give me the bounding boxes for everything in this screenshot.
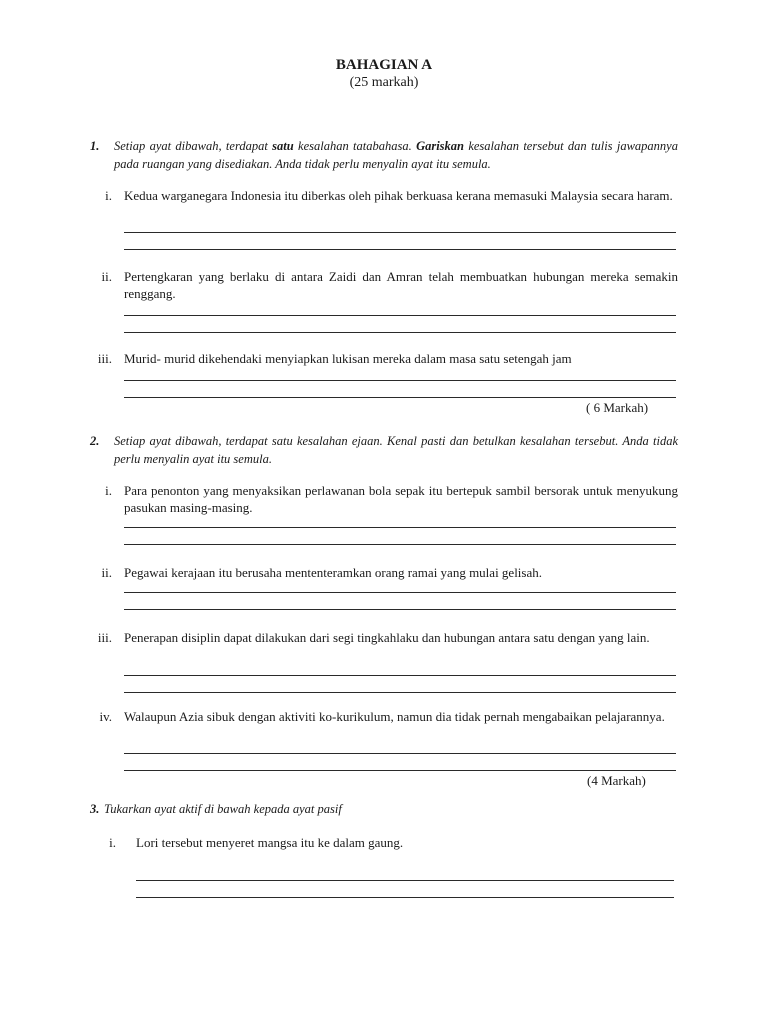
item-text: Para penonton yang menyaksikan perlawanan bola sepak itu bertepuk sambil bersorak untuk menyukung pasukan masing-masing.: [124, 483, 678, 515]
q3-item-1: [100, 834, 682, 851]
item-numeral: i.: [105, 483, 112, 498]
answer-line[interactable]: [124, 609, 676, 610]
answer-line[interactable]: [136, 880, 674, 881]
answer-line[interactable]: [124, 770, 676, 771]
section-title: BAHAGIAN A: [335, 57, 433, 73]
answer-line[interactable]: [124, 315, 676, 316]
item-text: Lori tersebut menyeret mangsa itu ke dalam gaung.: [136, 835, 404, 850]
q2-item-3: [96, 629, 678, 646]
question-instruction: [90, 137, 678, 173]
item-text: Pegawai kerajaan itu berusaha mententeramkan orang ramai yang mulai gelisah.: [124, 565, 542, 580]
instruction-part: kesalahan tatabahasa.: [293, 139, 417, 153]
answer-line[interactable]: [124, 592, 676, 593]
answer-line[interactable]: [124, 249, 676, 250]
section-marks: (25 markah): [349, 75, 419, 90]
item-text: Penerapan disiplin dapat dilakukan dari segi tingkahlaku dan hubungan antara satu dengan yang lain.: [124, 630, 650, 645]
item-numeral: i.: [109, 835, 116, 850]
item-numeral: ii.: [101, 269, 112, 284]
question-3: [90, 800, 678, 818]
item-numeral: iii.: [97, 351, 112, 366]
q1-item-3: [96, 350, 678, 367]
answer-line[interactable]: [124, 232, 676, 233]
item-text: Kedua warganegara Indonesia itu diberkas oleh pihak berkuasa kerana memasuki Malaysia secara haram.: [124, 188, 673, 203]
question-instruction: Setiap ayat dibawah, terdapat satu kesalahan ejaan. Kenal pasti dan betulkan kesalahan tersebut. Anda tidak perlu menyalin ayat itu semula.: [114, 434, 678, 466]
q2-marks: (4 Markah): [587, 773, 646, 788]
q1-item-1: [96, 187, 678, 204]
instruction-part: kesalahan tersebut dan tulis jawapannya pada ruangan yang disediakan. Anda tidak perlu menyalin ayat itu semula.: [114, 139, 678, 171]
q2-item-2: [96, 564, 678, 581]
answer-line[interactable]: [124, 675, 676, 676]
item-numeral: iv.: [99, 709, 112, 724]
question-1: [90, 137, 678, 173]
q2-item-4: [96, 708, 678, 725]
q1-marks: ( 6 Markah): [586, 400, 649, 415]
question-number: 3.: [90, 802, 100, 816]
item-numeral: ii.: [101, 565, 112, 580]
item-text: Murid- murid dikehendaki menyiapkan lukisan mereka dalam masa satu setengah jam: [124, 351, 572, 366]
question-instruction: Tukarkan ayat aktif di bawah kepada ayat pasif: [104, 802, 342, 816]
answer-line[interactable]: [124, 692, 676, 693]
instruction-bold-gariskan: Gariskan: [416, 139, 464, 153]
q1-item-2: [96, 268, 678, 302]
answer-line[interactable]: [124, 753, 676, 754]
answer-line[interactable]: [124, 397, 676, 398]
answer-line[interactable]: [136, 897, 674, 898]
instruction-part: Setiap ayat dibawah, terdapat: [114, 139, 273, 153]
q2-item-1: [96, 482, 678, 516]
question-number: 1.: [90, 139, 100, 153]
answer-line[interactable]: [124, 380, 676, 381]
item-text: Walaupun Azia sibuk dengan aktiviti ko-kurikulum, namun dia tidak pernah mengabaikan pelajarannya.: [124, 709, 665, 724]
answer-line[interactable]: [124, 527, 676, 528]
question-2: [90, 432, 678, 468]
answer-line[interactable]: [124, 332, 676, 333]
instruction-bold-satu: satu: [272, 139, 294, 153]
item-numeral: i.: [105, 188, 112, 203]
question-number: 2.: [90, 434, 100, 448]
item-text: Pertengkaran yang berlaku di antara Zaidi dan Amran telah membuatkan hubungan mereka semakin renggang.: [124, 269, 678, 301]
answer-line[interactable]: [124, 544, 676, 545]
item-numeral: iii.: [97, 630, 112, 645]
